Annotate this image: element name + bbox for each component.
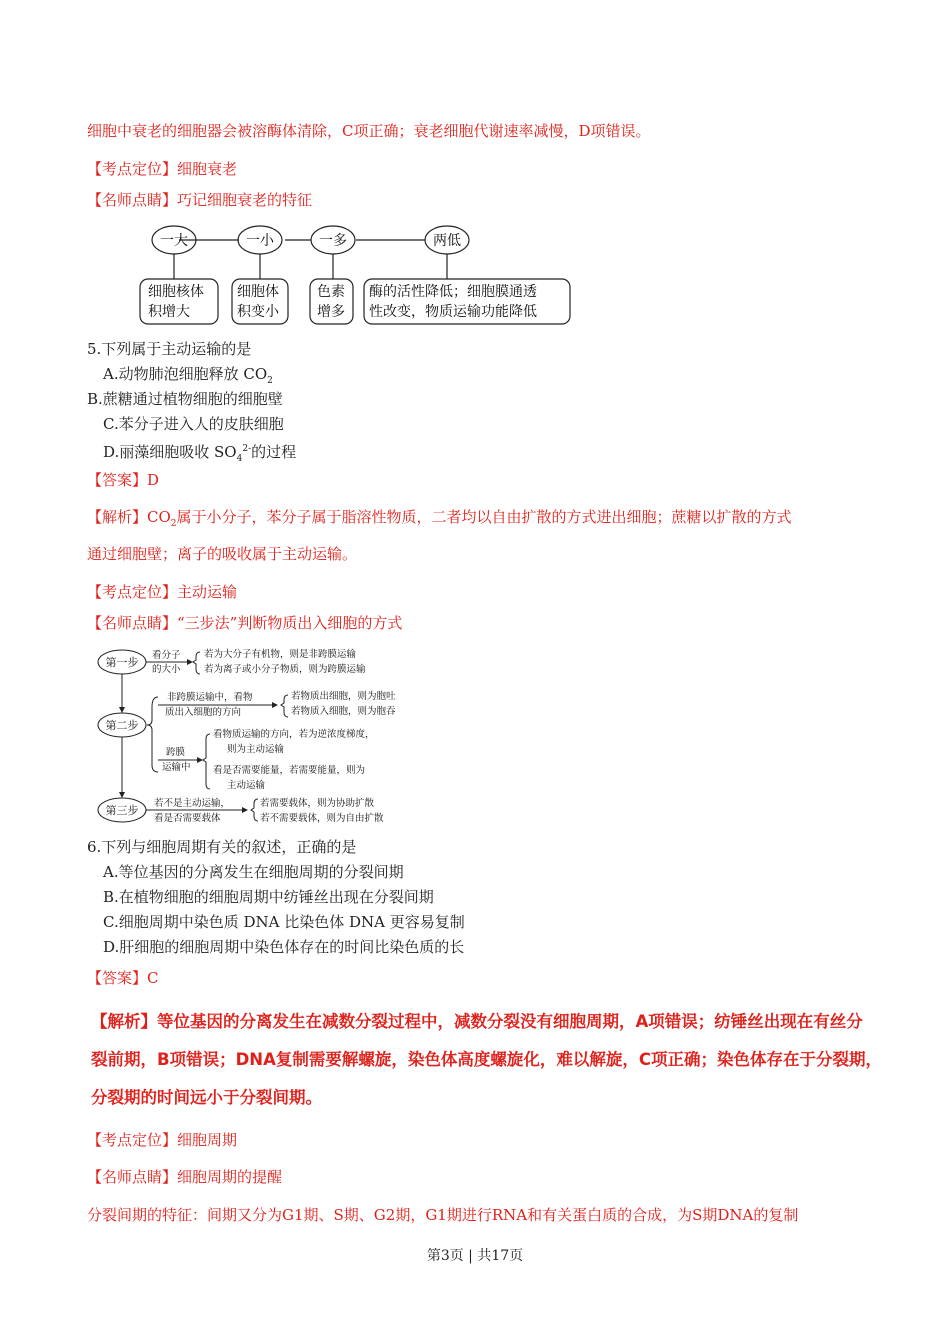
analysis-line: 分裂期的时间远小于分裂间期。 xyxy=(91,1088,322,1107)
option-b: B.蔗糖通过植物细胞的细胞壁 xyxy=(87,390,283,408)
node-label: 一小 xyxy=(246,233,274,249)
step-1: 第一步 xyxy=(105,656,139,669)
mingshi: 【名师点睛】“三步法”判断物质出入细胞的方式 xyxy=(87,614,403,632)
box-text: 积变小 xyxy=(237,304,279,320)
box-text: 细胞核体 xyxy=(148,284,204,300)
box-text: 色素 xyxy=(317,284,345,300)
option-c: C.细胞周期中染色质 DNA 比染色体 DNA 更容易复制 xyxy=(103,913,465,931)
svg-text:看物质运输的方向，若为逆浓度梯度，: 看物质运输的方向，若为逆浓度梯度， xyxy=(213,729,375,740)
svg-text:看分子: 看分子 xyxy=(152,650,181,661)
svg-text:若不需要载体，则为自由扩散: 若不需要载体，则为自由扩散 xyxy=(260,813,384,824)
paragraph: 细胞中衰老的细胞器会被溶酶体清除，C项正确；衰老细胞代谢速率减慢，D项错误。 xyxy=(87,122,651,140)
step-3: 第三步 xyxy=(105,804,139,817)
mingshi: 【名师点睛】巧记细胞衰老的特征 xyxy=(87,191,313,209)
box-text: 细胞体 xyxy=(237,284,279,300)
svg-text:若为大分子有机物，则是非跨膜运输: 若为大分子有机物，则是非跨膜运输 xyxy=(204,649,357,660)
page-footer: 第3页 | 共17页 xyxy=(426,1248,524,1264)
node-label: 一大 xyxy=(160,233,188,249)
svg-text:若物质入细胞，则为胞吞: 若物质入细胞，则为胞吞 xyxy=(291,706,396,717)
option-d: D.肝细胞的细胞周期中染色体存在的时间比染色质的长 xyxy=(103,938,465,956)
kaodian: 【考点定位】细胞周期 xyxy=(87,1131,238,1149)
svg-text:非跨膜运输中，看物: 非跨膜运输中，看物 xyxy=(167,692,253,703)
svg-text:若物质出细胞，则为胞吐: 若物质出细胞，则为胞吐 xyxy=(291,691,396,702)
kaodian: 【考点定位】主动运输 xyxy=(87,583,238,601)
svg-text:若不是主动运输，: 若不是主动运输， xyxy=(154,798,231,809)
analysis: 【解析】$CO_2$属于小分子，苯分子属于脂溶性物质，二者均以自由扩散的方式进出细胞；蔗糖以扩散的方式 xyxy=(87,508,792,529)
option-c: C.苯分子进入人的皮肤细胞 xyxy=(103,415,284,433)
svg-text:主动运输: 主动运输 xyxy=(227,780,266,791)
box-text: 性改变，物质运输功能降低 xyxy=(369,304,537,320)
step-2: 第二步 xyxy=(105,719,139,732)
paragraph: 分裂间期的特征：间期又分为G1期、S期、G2期，G1期进行RNA和有关蛋白质的合成，为S期DNA的复制 xyxy=(87,1206,799,1224)
cell-aging-diagram xyxy=(135,222,580,330)
option-b: B.在植物细胞的细胞周期中纺锤丝出现在分裂间期 xyxy=(103,888,434,906)
node-label: 两低 xyxy=(433,233,461,249)
svg-text:若需要载体，则为协助扩散: 若需要载体，则为协助扩散 xyxy=(260,798,375,809)
analysis-line: 【解析】等位基因的分离发生在减数分裂过程中，减数分裂没有细胞周期，A项错误；纺锤丝出现在有丝分 xyxy=(91,1012,863,1031)
question-5-stem: 5.下列属于主动运输的是 xyxy=(87,340,252,358)
option-a: A.动物肺泡细胞释放 $CO_2$ xyxy=(103,365,273,386)
box-text: 增多 xyxy=(317,304,345,320)
answer: 【答案】C xyxy=(87,969,159,987)
svg-text:则为主动运输: 则为主动运输 xyxy=(227,744,285,755)
box-text: 酶的活性降低；细胞膜通透 xyxy=(369,284,537,300)
svg-text:若为离子或小分子物质，则为跨膜运输: 若为离子或小分子物质，则为跨膜运输 xyxy=(204,664,366,675)
svg-text:运输中: 运输中 xyxy=(162,762,191,773)
node-label: 一多 xyxy=(319,233,347,249)
three-step-diagram xyxy=(92,642,442,832)
svg-text:看是否需要能量，若需要能量，则为: 看是否需要能量，若需要能量，则为 xyxy=(213,765,366,776)
answer: 【答案】D xyxy=(87,471,160,489)
analysis-line: 裂前期，B项错误；DNA复制需要解螺旋，染色体高度螺旋化，难以解旋，C项正确；染色体存在于分裂期， xyxy=(91,1050,882,1069)
svg-text:看是否需要载体: 看是否需要载体 xyxy=(154,813,221,824)
svg-text:质出入细胞的方向: 质出入细胞的方向 xyxy=(165,707,242,718)
mingshi: 【名师点睛】细胞周期的提醒 xyxy=(87,1168,283,1186)
box-text: 积增大 xyxy=(148,304,190,320)
option-d: D.丽藻细胞吸收 $SO_4^{2-}$的过程 xyxy=(103,443,297,464)
svg-text:跨膜: 跨膜 xyxy=(166,747,186,758)
question-6-stem: 6.下列与细胞周期有关的叙述，正确的是 xyxy=(87,838,357,856)
option-a: A.等位基因的分离发生在细胞周期的分裂间期 xyxy=(103,863,404,881)
kaodian: 【考点定位】细胞衰老 xyxy=(87,160,238,178)
svg-text:的大小: 的大小 xyxy=(152,664,181,675)
analysis-cont: 通过细胞壁；离子的吸收属于主动运输。 xyxy=(87,545,358,563)
